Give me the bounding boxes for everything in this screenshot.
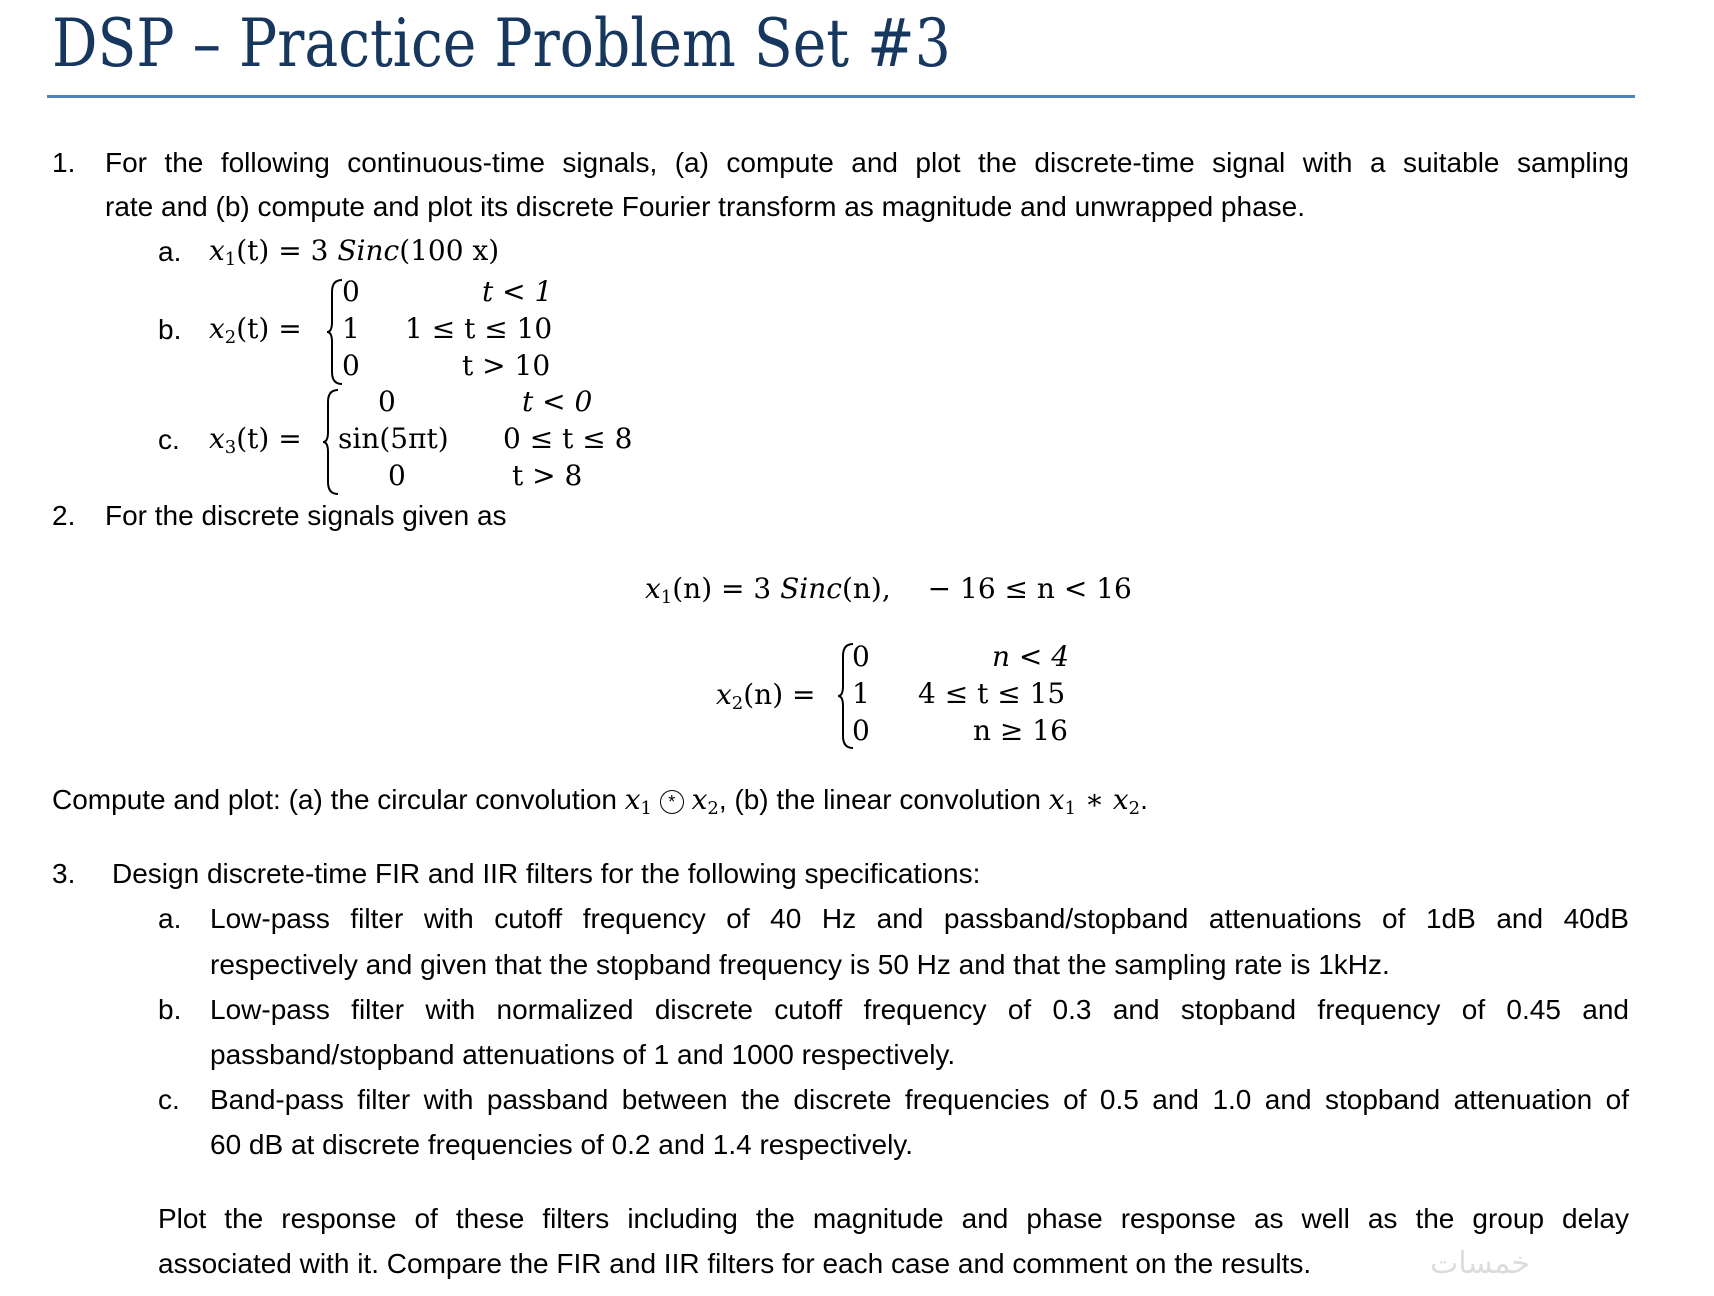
q2-compute-middle: , (b) the linear convolution	[718, 784, 1049, 815]
q1b-case2-value: 1	[342, 312, 360, 345]
q3-intro: Design discrete-time FIR and IIR filters for the following specifications:	[112, 858, 981, 889]
q2-x1-arg: (n) = 3	[672, 572, 781, 605]
q1c-label: c.	[158, 424, 180, 455]
q2-x1-range: − 16 ≤ n < 16	[927, 572, 1132, 605]
q1b-case3-value: 0	[342, 349, 360, 382]
q1c-case1-cond: t < 0	[522, 385, 593, 418]
page-title: DSP – Practice Problem Set #3	[52, 5, 951, 82]
q1c-lhs-group	[209, 422, 302, 456]
q1b-case1-cond: t < 1	[482, 275, 553, 308]
q3-closing-line2: associated with it. Compare the FIR and IIR filters for each case and comment on the results.	[158, 1248, 1312, 1279]
q1a-rest: (100 x)	[399, 234, 500, 267]
q3-number: 3.	[52, 858, 76, 889]
q1b-sub: 2	[224, 327, 237, 348]
q2-circ-s2: 2	[707, 798, 719, 819]
q3a-line1: Low-pass filter with cutoff frequency of 40 Hz and passband/stopband attenuations of 1dB and 40dB	[210, 903, 1629, 934]
q2-intro: For the discrete signals given as	[105, 500, 507, 531]
q2-x1-func: Sinc	[780, 572, 842, 605]
q3c-label: c.	[158, 1084, 180, 1115]
watermark-logo: خمسات	[1430, 1246, 1531, 1281]
q2-x1-lhs: x	[645, 572, 661, 605]
q3c-line2: 60 dB at discrete frequencies of 0.2 and 1.4 respectively.	[210, 1129, 914, 1160]
q2-x1-sub: 1	[660, 587, 673, 608]
q2-compute-prefix: Compute and plot: (a) the circular convolution	[52, 784, 625, 815]
q2-circ-s1: 1	[640, 798, 652, 819]
q3a-line2: respectively and given that the stopband frequency is 50 Hz and that the sampling rate is 1kHz.	[210, 949, 1390, 980]
q2-circ-x1: x	[624, 783, 641, 816]
q2-lin-s2: 2	[1128, 798, 1141, 819]
q2-compute-end: .	[1140, 784, 1148, 815]
q2-x2-case2-value: 1	[852, 677, 870, 710]
q1a-lhs: x	[209, 234, 225, 267]
q2-lin-x1: x	[1048, 783, 1065, 816]
q2-x1-equation	[645, 572, 1132, 606]
q1c-case3-cond: t > 8	[512, 459, 583, 492]
q2-x2-case3-value: 0	[852, 714, 870, 747]
q1a-sub: 1	[224, 249, 237, 270]
q1c-case2-value: sin(5πt)	[338, 422, 449, 455]
q2-lin-star: ∗	[1076, 783, 1113, 816]
title-underline	[47, 95, 1635, 98]
q1a-arg: (t) = 3	[236, 234, 338, 267]
q1b-lhs-group	[209, 312, 302, 346]
q1c-case2-cond: 0 ≤ t ≤ 8	[503, 422, 633, 455]
q2-x1-rest: (n),	[841, 572, 891, 605]
q2-x2-sub: 2	[731, 693, 744, 714]
q3a-label: a.	[158, 903, 182, 934]
q1c-arg: (t) =	[236, 422, 302, 455]
q2-compute-text	[52, 783, 1148, 817]
q2-lin-x2: x	[1112, 783, 1129, 816]
q2-x2-arg: (n) =	[743, 678, 816, 711]
q1a-equation	[209, 234, 499, 268]
q3-closing-line1: Plot the response of these filters including the magnitude and phase response as well as the group delay	[158, 1203, 1629, 1234]
q1a-label: a.	[158, 236, 182, 267]
q1c-lhs: x	[209, 422, 225, 455]
q3b-line1: Low-pass filter with normalized discrete cutoff frequency of 0.3 and stopband frequency of 0.45 and	[210, 994, 1629, 1025]
q2-x2-case1-value: 0	[852, 640, 870, 673]
q3c-line1: Band-pass filter with passband between the discrete frequencies of 0.5 and 1.0 and stopband attenuation of	[210, 1084, 1629, 1115]
q1b-case2-cond: 1 ≤ t ≤ 10	[405, 312, 553, 345]
q1b-case1-value: 0	[342, 275, 360, 308]
q2-circ-x2: x	[691, 783, 708, 816]
circular-convolution-icon: *	[660, 790, 684, 814]
q3b-label: b.	[158, 994, 182, 1025]
q3b-line2: passband/stopband attenuations of 1 and 1000 respectively.	[210, 1039, 956, 1070]
q2-x2-lhs-group	[716, 678, 816, 712]
q2-number: 2.	[52, 500, 76, 531]
q1b-case3-cond: t > 10	[462, 349, 551, 382]
q2-x2-case3-cond: n ≥ 16	[973, 714, 1068, 747]
q1-number: 1.	[52, 147, 76, 178]
q1c-case1-value: 0	[378, 385, 396, 418]
q1c-sub: 3	[224, 437, 237, 458]
q1a-func: Sinc	[337, 234, 400, 267]
q2-x2-lhs: x	[716, 678, 732, 711]
q1b-lhs: x	[209, 312, 225, 345]
q2-x2-case1-cond: n < 4	[992, 640, 1070, 673]
q1b-arg: (t) =	[236, 312, 302, 345]
q2-lin-s1: 1	[1064, 798, 1077, 819]
q1-text-line2: rate and (b) compute and plot its discrete Fourier transform as magnitude and unwrapped phase.	[105, 191, 1305, 222]
q2-x2-case2-cond: 4 ≤ t ≤ 15	[918, 677, 1066, 710]
q1b-label: b.	[158, 314, 182, 345]
q1c-case3-value: 0	[388, 459, 406, 492]
q1-text-line1: For the following continuous-time signals, (a) compute and plot the discrete-time signal with a suitable sampling	[105, 147, 1629, 178]
